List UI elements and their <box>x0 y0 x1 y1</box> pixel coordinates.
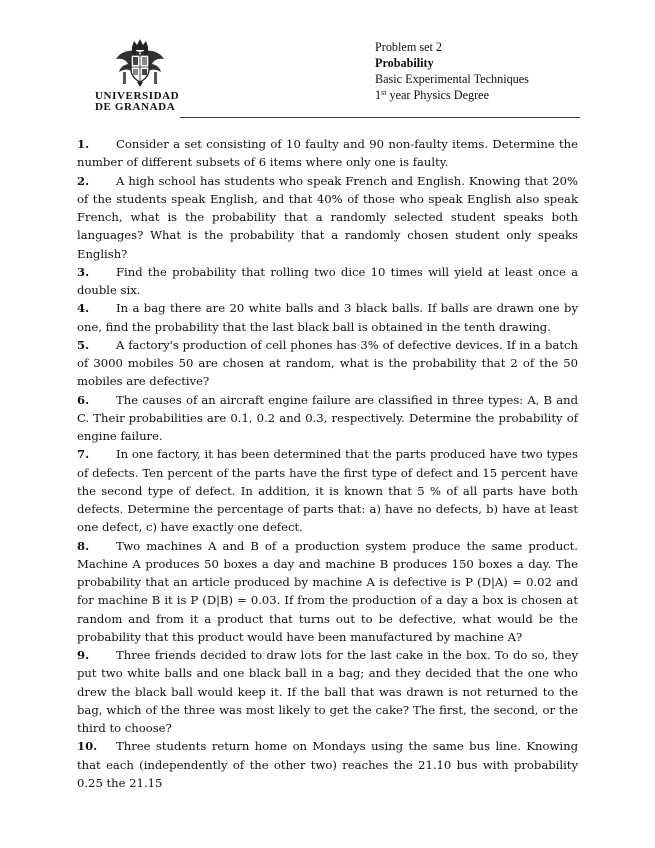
problem-text: A high school has students who speak French and English. Knowing that 20% of the students speak English, and that 40% of those who speak English also speak French, what is the probability that a randomly selected student speaks both languages? What is the probability that a randomly chosen student only speaks English? <box>77 173 578 261</box>
problem-item <box>77 737 578 792</box>
institution-name-line2: DE GRANADA <box>95 101 176 113</box>
coat-of-arms-icon <box>113 38 167 88</box>
course-name: Basic Experimental Techniques <box>375 72 529 86</box>
problem-number: 5. <box>77 337 90 352</box>
problem-set-title: Problem set 2 <box>375 40 443 54</box>
problem-text: Two machines A and B of a production system produce the same product. Machine A produces 50 boxes a day and machine B produces 150 boxes a day. The probability that an article produced by machine A is defective is P (D|A) = 0.02 and for machine B it is P (D|B) = 0.03. If from the production of a day a box is chosen at random and from it a product that turns out to be defective, what would be the probability that this product would have been manufactured by machine A? <box>77 538 578 644</box>
problem-number: 7. <box>77 447 90 462</box>
problem-text: The causes of an aircraft engine failure are classified in three types: A, B and C. Their probabilities are 0.1, 0.2 and 0.3, respectively. Determine the probability of engine failure. <box>77 392 578 443</box>
problem-number: 3. <box>77 264 90 279</box>
degree-ordinal-suffix: st <box>381 88 387 97</box>
problem-item <box>77 336 578 391</box>
problem-item <box>77 391 578 446</box>
problem-item <box>77 646 578 737</box>
university-logo <box>95 38 185 113</box>
problem-text: In one factory, it has been determined that the parts produced have two types of defects. Ten percent of the parts have the first type of defect and 15 percent have the second type of defect. In addition, it is known that 5 % of all parts have both defects. Determine the percentage of parts that: a) have no defects, b) have at least one defect, c) have exactly one defect. <box>77 447 578 535</box>
degree-rest: year Physics Degree <box>386 88 489 102</box>
institution-name-line1: UNIVERSIDAD <box>95 90 180 102</box>
problem-item <box>77 445 578 536</box>
problem-text: Find the probability that rolling two dice 10 times will yield at least once a double six. <box>77 264 578 297</box>
degree-line <box>375 87 529 103</box>
problem-item <box>77 263 578 300</box>
problem-text: In a bag there are 20 white balls and 3 black balls. If balls are drawn one by one, find the probability that the last black ball is obtained in the tenth drawing. <box>77 301 578 334</box>
problem-number: 6. <box>77 392 90 407</box>
header-divider <box>180 117 580 118</box>
problem-number: 9. <box>77 648 90 662</box>
problem-number: 1. <box>77 137 90 151</box>
problem-number: 10. <box>77 739 98 754</box>
problem-text: Three friends decided to draw lots for the last cake in the box. To do so, they put two white balls and one black ball in a bag; and they decided that the one who drew the black ball would keep it. If the ball that was drawn is not returned to the bag, which of the three was most likely to get the cake? The first, the second, or the third to choose? <box>77 648 578 735</box>
problem-item <box>77 135 578 172</box>
topic-title: Probability <box>375 56 434 70</box>
problem-item <box>77 537 578 647</box>
course-info <box>375 39 529 103</box>
problem-text: Three students return home on Mondays using the same bus line. Knowing that each (independently of the other two) reaches the 21.10 bus with probability 0.25 the 21.15 <box>77 739 578 790</box>
problem-text: Consider a set consisting of 10 faulty and 90 non-faulty items. Determine the number of different subsets of 6 items where only one is faulty. <box>77 137 578 170</box>
problem-item <box>77 172 578 263</box>
problem-number: 2. <box>77 173 90 188</box>
problem-list <box>77 135 578 792</box>
problem-text: A factory's production of cell phones has 3% of defective devices. If in a batch of 3000 mobiles 50 are chosen at random, what is the probability that 2 of the 50 mobiles are defective? <box>77 337 578 389</box>
problem-item <box>77 299 578 336</box>
problem-number: 8. <box>77 538 90 553</box>
problem-number: 4. <box>77 301 90 316</box>
degree-ordinal-number: 1 <box>375 88 382 102</box>
